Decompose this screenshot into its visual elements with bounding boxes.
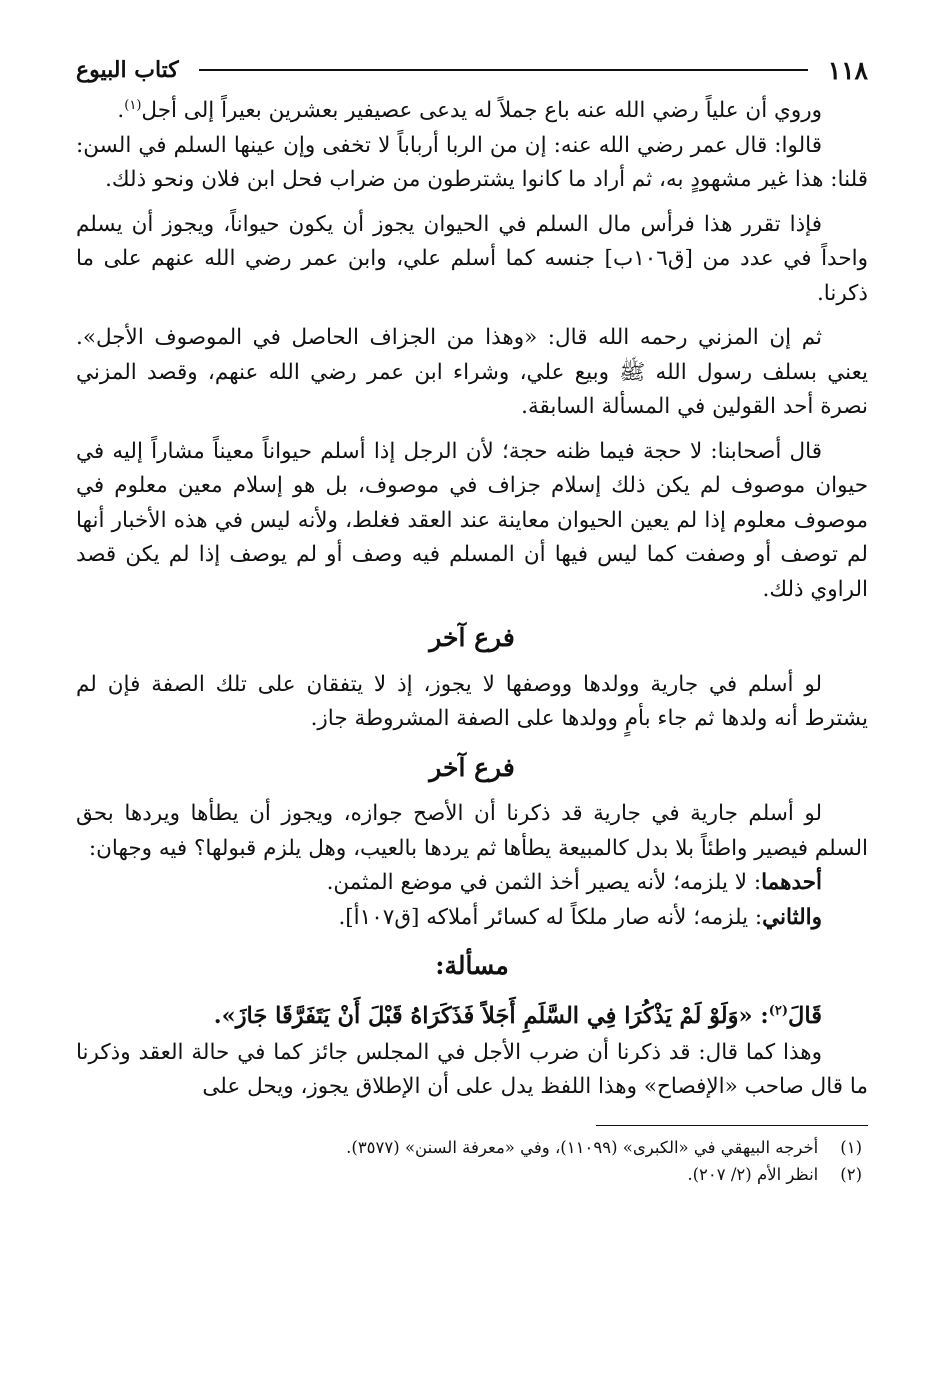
quote-body: : «وَلَوْ لَمْ يَذْكُرَا فِي السَّلَمِ أَجَلاً فَذَكَرَاهُ قَبْلَ أَنْ يَتَفَرَّقَا جَازَ». — [213, 1002, 769, 1029]
paragraph — [76, 94, 868, 129]
paragraph: لو أسلم في جارية وولدها ووصفها لا يجوز، إذ لا يتفقان على تلك الصفة فإن لم يشترط أنه ولدها ثم جاء بأمٍ وولدها على الصفة المشروطة جاز. — [76, 671, 868, 731]
quoted-text — [76, 996, 868, 1036]
footnote — [76, 1134, 868, 1161]
footnotes — [76, 1134, 868, 1188]
paragraph-text: وروي أن علياً رضي الله عنه باع جملاً له يدعى عصيفير بعشرين بعيراً إلى أجل — [141, 98, 822, 123]
list-item-text: : لا يلزمه؛ لأنه يصير أخذ الثمن في موضع المثمن. — [326, 870, 762, 895]
footnote-ref: (١) — [124, 97, 142, 113]
paragraph-end: . — [117, 98, 125, 123]
footnote — [76, 1161, 868, 1188]
quote-prefix: قَالَ — [788, 1002, 822, 1029]
paragraph: ثم إن المزني رحمه الله قال: «وهذا من الجزاف الحاصل في الموصوف الأجل». يعني بسلف رسول الله ﷺ وبيع علي، وشراء ابن عمر رضي الله عنهم، وقصد المزني نصرة أحد القولين في المسألة السابقة. — [76, 325, 868, 419]
footnote-number: (٢) — [840, 1164, 862, 1184]
list-item-label: والثاني — [762, 904, 822, 930]
paragraph: قال أصحابنا: لا حجة فيما ظنه حجة؛ لأن الرجل إذا أسلم حيواناً معيناً مشاراً إليه في حيوان موصوف لم يكن ذلك إسلام جزاف في موصوف، بل هو إسلام معين معلوم في موصوف معلوم إذا لم يعين الحيوان معاينة عند العقد فغلط، ولأنه ليس في هذه الأخبار أنها لم توصف أو وصفت كما ليس فيها أن المسلم فيه وصف أو لم يوصف إذا لم يكن قصد الراوي ذلك. — [76, 438, 868, 602]
section-heading: فرع آخر — [429, 752, 515, 782]
paragraph: قالوا: قال عمر رضي الله عنه: إن من الربا أرباباً لا تخفى وإن عينها السلم في السن: قلنا: هذا غير مشهودٍ به، ثم أراد ما كانوا يشترطون من ضراب فحل ابن فلان ونحو ذلك. — [76, 132, 868, 192]
list-item-label: أحدهما — [761, 870, 822, 895]
footnote-text: انظر الأم (٢/ ٢٠٧). — [687, 1164, 819, 1184]
footnote-divider — [596, 1125, 868, 1126]
page-number: ١١٨ — [827, 55, 868, 85]
main-text — [76, 94, 868, 1105]
list-item — [76, 866, 868, 901]
masala-heading: مسألة: — [435, 951, 509, 980]
paragraph: فإذا تقرر هذا فرأس مال السلم في الحيوان يجوز أن يكون حيواناً، ويجوز أن يسلم واحداً في عدد من [ق١٠٦ب] جنسه كما أسلم علي، وابن عمر رضي الله عنهم على ما ذكرنا. — [76, 211, 868, 306]
section-heading: فرع آخر — [429, 623, 515, 652]
paragraph: لو أسلم جارية في جارية قد ذكرنا أن الأصح جوازه، ويجوز أن يطأها ويردها بحق السلم فيصير واطئاً بلا بدل كالمبيعة يطأها ثم يردها بالعيب، وهل يلزم قبولها؟ فيه وجهان: — [76, 801, 868, 861]
footnote-ref: (٢) — [768, 1003, 789, 1018]
running-title: كتاب البيوع — [76, 57, 179, 83]
header-rule — [199, 69, 808, 71]
paragraph: وهذا كما قال: قد ذكرنا أن ضرب الأجل في المجلس جائز كما في حالة العقد وذكرنا ما قال صاحب «الإفصاح» وهذا اللفظ يدل على أن الإطلاق يجوز، ويحل على — [76, 1039, 868, 1099]
list-item — [76, 901, 868, 936]
list-item-text: : يلزمه؛ لأنه صار ملكاً له كسائر أملاكه [ق١٠٧أ]. — [338, 904, 763, 930]
page-header — [76, 46, 868, 94]
footnote-text: أخرجه البيهقي في «الكبرى» (١١٠٩٩)، وفي «معرفة السنن» (٣٥٧٧). — [346, 1137, 819, 1157]
footnote-number: (١) — [840, 1137, 862, 1157]
